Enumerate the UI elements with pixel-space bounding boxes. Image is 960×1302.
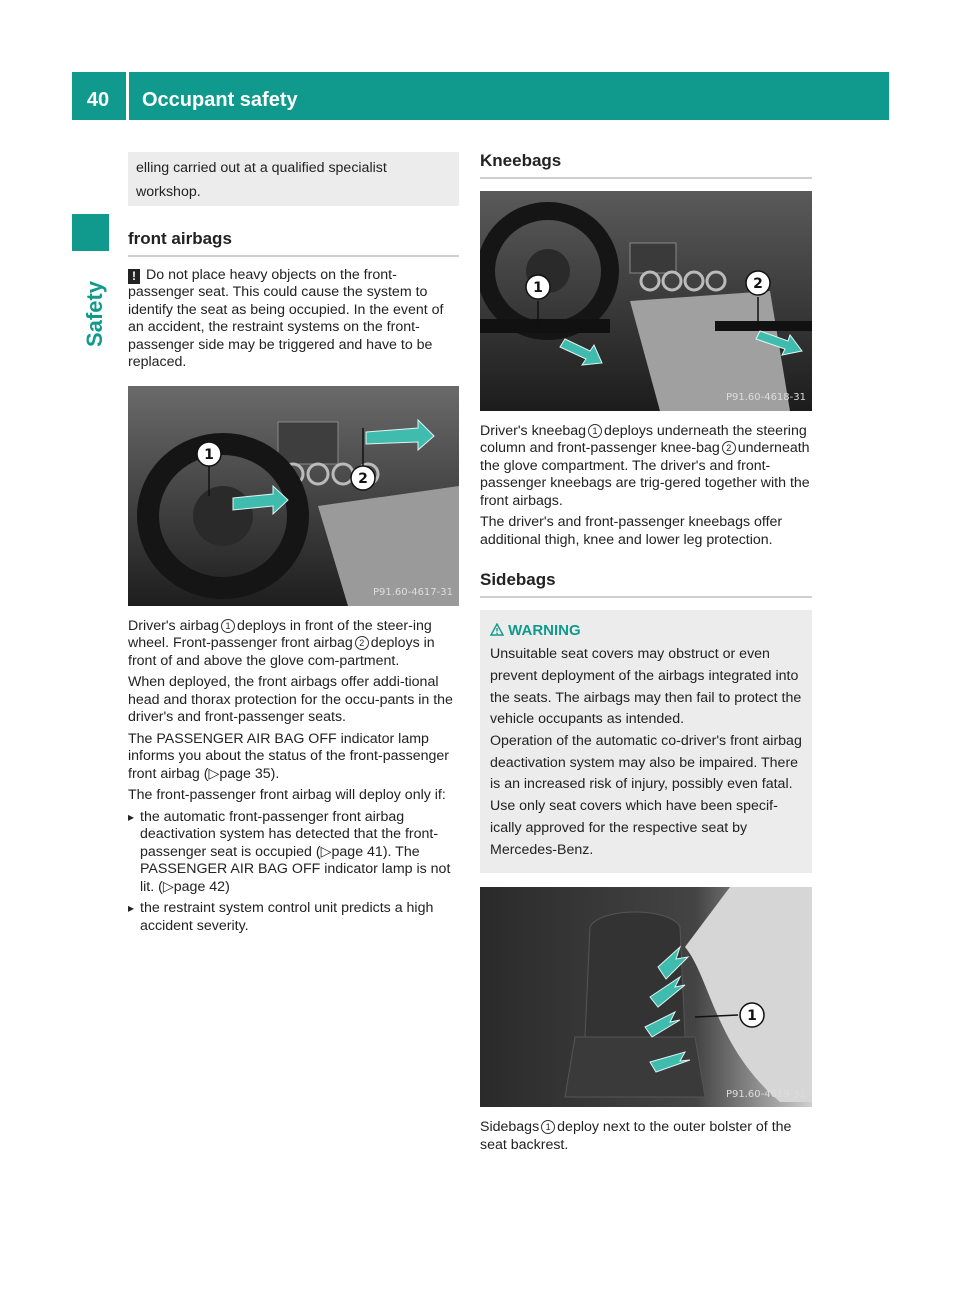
continued-text-line2: workshop. (136, 184, 201, 200)
callout-2: 2 (355, 636, 369, 650)
callout-1: 1 (221, 619, 235, 633)
chapter-title: Occupant safety (142, 89, 298, 111)
figure-code: P91.60-4619-31 (725, 1088, 806, 1100)
header-bar (72, 72, 889, 120)
figure-callout-2: 2 (753, 275, 763, 292)
warning-text-3: Use only seat covers which have been specif-ically approved for the respective seat by Mercedes-Benz. (490, 798, 778, 858)
text: Driver's kneebag (480, 422, 587, 439)
text: Driver's airbag (128, 617, 220, 634)
section-tab-label: Safety (82, 280, 107, 347)
deploy-conditions-intro: The front-passenger front airbag will deploy only if: (128, 787, 446, 803)
figure-callout-1: 1 (204, 446, 214, 463)
right-column (480, 152, 812, 1154)
warning-triangle-icon (490, 623, 504, 636)
sidebags-heading: Sidebags (480, 571, 812, 598)
protection-paragraph: When deployed, the front airbags offer addi-tional head and thorax protection for the occu-pants in the driver's and front-passenger seats. (128, 674, 453, 725)
list-item (128, 809, 459, 897)
warning-box (480, 610, 812, 874)
notice-exclamation-icon: ! (128, 269, 140, 284)
sidebags-figure (480, 887, 812, 1107)
sidebag-description (480, 1119, 812, 1154)
kneebags-illustration (480, 191, 812, 411)
text: Sidebags (480, 1119, 540, 1136)
front-airbags-heading: front airbags (128, 230, 459, 257)
left-column (128, 150, 459, 935)
text: underneath the glove compartment. The driver's and front-passenger kneebags are trig-gered together with the front airbags. (480, 440, 810, 509)
sidebags-illustration (480, 887, 812, 1107)
page-ref-arrow-icon: ▷ (320, 843, 332, 860)
notice-text: Do not place heavy objects on the front-passenger seat. This could cause the system to identify the seat as being occupied. In the event of an accident, the restraint systems on the front-passenger side may be triggered and have to be replaced. (128, 266, 444, 370)
text: deploys underneath the steering column and front-passenger knee-bag (480, 422, 807, 456)
page-number: 40 (86, 89, 110, 111)
text: the automatic front-passenger front airbag deactivation system has detected that the front-passenger seat is occupied ( (140, 808, 439, 860)
notice-paragraph (128, 267, 459, 372)
front-airbag-description (128, 618, 459, 671)
callout-2: 2 (722, 441, 736, 455)
warning-title: WARNING (508, 621, 581, 639)
figure-code: P91.60-4618-31 (725, 392, 806, 403)
deploy-conditions-list (128, 809, 459, 936)
kneebag-protection-paragraph: The driver's and front-passenger kneebags offer additional thigh, knee and lower leg protection. (480, 514, 783, 548)
front-airbags-illustration (128, 386, 459, 606)
figure-callout-1: 1 (533, 279, 543, 296)
callout-1: 1 (588, 424, 602, 438)
callout-1: 1 (541, 1120, 555, 1134)
list-item: ▸ the restraint system control unit predicts a high accident severity. (128, 900, 459, 935)
kneebag-description (480, 423, 812, 511)
front-airbags-figure (128, 386, 459, 606)
header-divider (126, 72, 129, 120)
page-ref-arrow-icon: ▷ (162, 878, 174, 895)
figure-code: P91.60-4617-31 (372, 587, 453, 598)
indicator-lamp-paragraph (128, 731, 459, 784)
page-ref-link[interactable]: page 35). (219, 765, 280, 782)
text: deploys in front of the steer-ing wheel. Front-passenger front airbag (128, 617, 432, 651)
figure-callout-2: 2 (358, 470, 368, 487)
kneebags-heading: Kneebags (480, 152, 812, 179)
page-ref-link[interactable]: page 41). The PASSENGER AIR BAG OFF indicator lamp is not lit. ( (140, 843, 451, 895)
section-tab-marker (72, 214, 109, 251)
page-ref-link[interactable]: page 42) (173, 878, 230, 895)
figure-callout-1: 1 (747, 1008, 757, 1025)
warning-text-2: Operation of the automatic co-driver's front airbag deactivation system may also be impaired. There is an increased risk of injury, possibly even fatal. (490, 733, 802, 793)
text: deploys in front of and above the glove com-partment. (128, 635, 435, 669)
continued-box (128, 152, 459, 206)
continued-text-line1: elling carried out at a qualified specialist (136, 160, 387, 176)
text: deploy next to the outer bolster of the seat backrest. (480, 1119, 792, 1153)
warning-text-1: Unsuitable seat covers may obstruct or even prevent deployment of the airbags integrated into the seats. The airbags may then fail to protect the vehicle occupants as intended. (490, 646, 802, 728)
kneebags-figure (480, 191, 812, 411)
page-ref-arrow-icon: ▷ (208, 765, 220, 782)
text: The PASSENGER AIR BAG OFF indicator lamp informs you about the status of the front-passenger front airbag ( (128, 730, 449, 782)
warning-header (490, 620, 802, 642)
